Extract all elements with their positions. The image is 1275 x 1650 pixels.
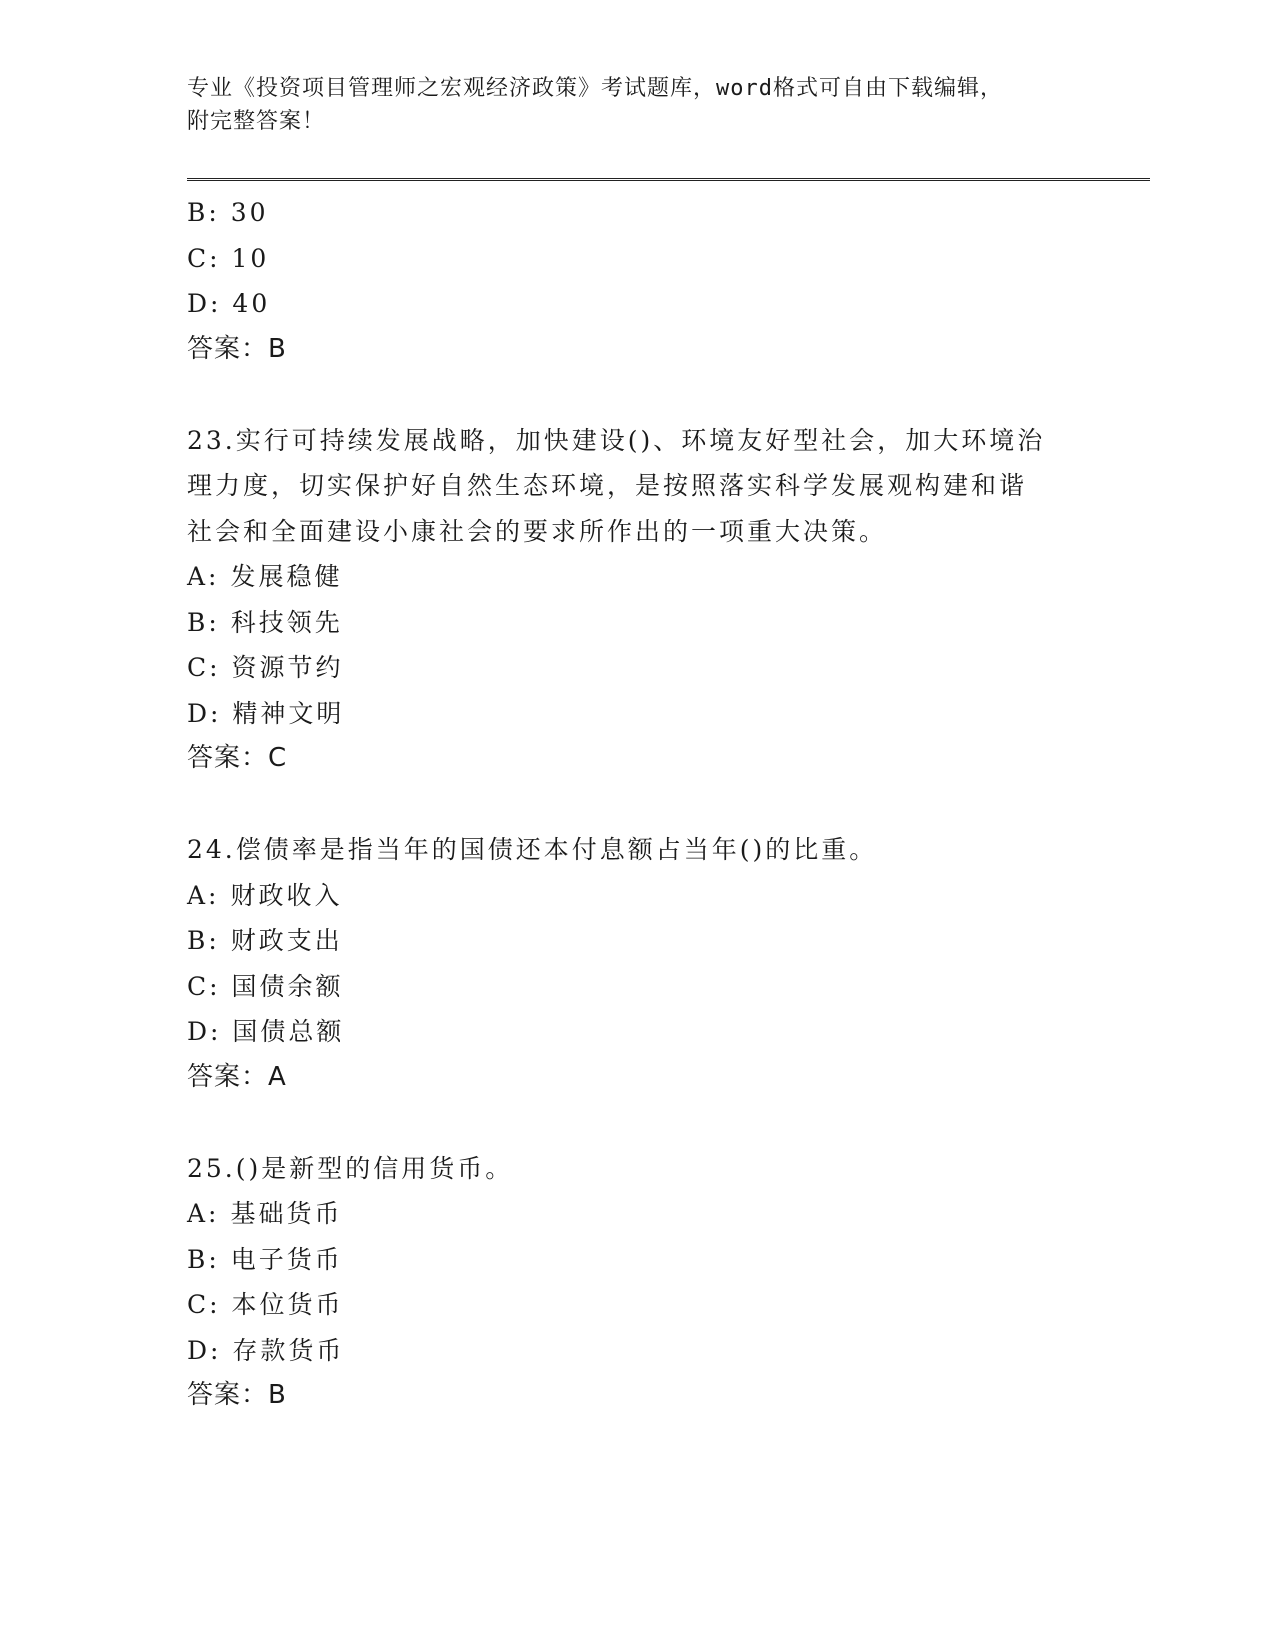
option-b: B: 30 [187,198,269,227]
option-a: A: 财政收入 [187,880,343,910]
answer-line: 答案：C [187,743,288,773]
option-a: A: 基础货币 [187,1199,343,1228]
question-stem [187,827,1087,873]
question-stem-line: 25.()是新型的信用货币。 [187,1153,514,1183]
answer-line: 答案：B [187,333,287,364]
header-line-2: 附完整答案！ [187,109,326,134]
answer-line: 答案：B [187,1380,287,1410]
option-c: C: 资源节约 [187,653,344,682]
page-header [187,72,1087,138]
question-block-24 [187,827,1087,1100]
option-b: B: 财政支出 [187,926,343,955]
question-stem-line: 社会和全面建设小康社会的要求所作出的一项重大决策。 [187,516,888,546]
spacer [187,1100,1087,1146]
question-block-22 [187,190,1087,372]
option-d: D: 国债总额 [187,1017,345,1046]
option-d: D: 存款货币 [187,1335,345,1365]
question-stem [187,1146,1087,1192]
option-d: D: 40 [187,289,271,318]
question-stem-line: 23.实行可持续发展战略，加快建设()、环境友好型社会，加大环境治 [187,425,1046,455]
option-a: A: 发展稳健 [187,562,343,591]
option-b: B: 电子货币 [187,1244,343,1274]
header-divider [187,178,1150,181]
question-stem-line: 24.偿债率是指当年的国债还本付息额占当年()的比重。 [187,835,878,864]
option-c: C: 国债余额 [187,971,344,1001]
answer-line: 答案：A [187,1061,287,1092]
spacer [187,782,1087,828]
option-b: B: 科技领先 [187,607,343,637]
question-stem [187,418,1087,555]
question-stem-line: 理力度，切实保护好自然生态环境，是按照落实科学发展观构建和谐 [187,471,1028,500]
question-block-23 [187,418,1087,782]
document-body [187,190,1087,1419]
option-d: D: 精神文明 [187,698,345,728]
option-c: C: 本位货币 [187,1290,344,1319]
header-line-1: 专业《投资项目管理师之宏观经济政策》考试题库，word格式可自由下载编辑， [187,76,1003,101]
question-block-25 [187,1146,1087,1419]
spacer [187,372,1087,418]
option-c: C: 10 [187,243,270,273]
